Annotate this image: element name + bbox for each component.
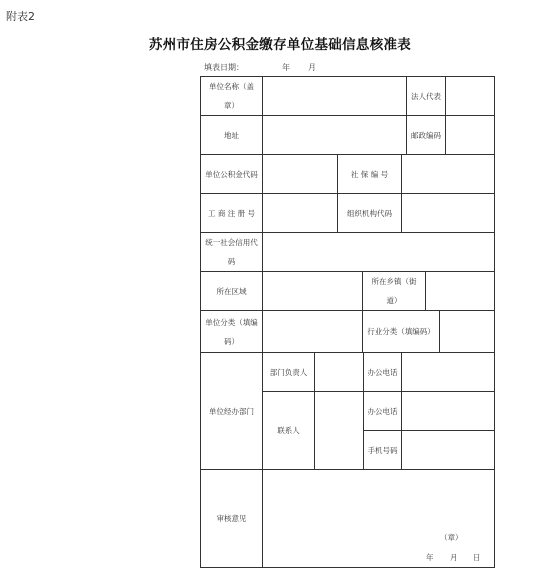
fill-date-label: 填表日期： xyxy=(204,63,244,72)
contact-label: 联系人 xyxy=(277,426,300,435)
town-field[interactable] xyxy=(425,271,495,311)
legal-rep-field[interactable] xyxy=(445,76,495,116)
fill-date xyxy=(204,62,316,73)
mobile-label: 手机号码 xyxy=(367,445,398,455)
business-reg-label: 工 商 注 册 号 xyxy=(207,208,256,218)
business-reg-field[interactable] xyxy=(262,193,338,233)
address-label: 地址 xyxy=(224,130,239,140)
dept-head-field[interactable] xyxy=(314,352,364,392)
org-code-field[interactable] xyxy=(401,193,495,233)
postal-code-label: 邮政编码 xyxy=(411,130,441,140)
credit-code-field[interactable] xyxy=(262,232,495,272)
fund-code-label: 单位公积金代码 xyxy=(205,169,258,179)
seal-label: （章） xyxy=(440,533,463,542)
page-title: 苏州市住房公积金缴存单位基础信息核准表 xyxy=(148,37,412,53)
review-date-year: 年 xyxy=(426,553,434,562)
office-phone-label: 办公电话 xyxy=(367,367,398,377)
town-label: 所在乡镇（街道） xyxy=(371,277,417,305)
unit-category-label: 单位分类（填编码） xyxy=(205,317,258,346)
unit-name-label: 单位名称（盖章） xyxy=(209,82,254,110)
fill-date-year: 年 xyxy=(282,63,290,72)
info-form-table xyxy=(200,76,495,568)
org-code-label: 组织机构代码 xyxy=(347,208,392,218)
mobile-field[interactable] xyxy=(401,430,495,470)
office-phone-field[interactable] xyxy=(401,352,495,392)
handling-dept-label: 单位经办部门 xyxy=(209,406,254,416)
fund-code-field[interactable] xyxy=(262,154,338,194)
dept-head-label: 部门负责人 xyxy=(269,367,308,377)
credit-code-label: 统一社会信用代码 xyxy=(205,238,258,266)
appendix-label: 附表2 xyxy=(6,10,35,23)
review-date-month: 月 xyxy=(450,553,458,562)
legal-rep-label: 法人代表 xyxy=(411,91,441,101)
review-field[interactable] xyxy=(262,469,495,568)
industry-category-field[interactable] xyxy=(439,310,495,353)
contact-field[interactable] xyxy=(314,391,364,470)
fill-date-month: 月 xyxy=(308,63,316,72)
social-security-label: 社 保 编 号 xyxy=(350,169,389,179)
unit-name-field[interactable] xyxy=(262,76,407,116)
office-phone-2-label: 办公电话 xyxy=(367,406,398,416)
review-label: 审核意见 xyxy=(216,514,247,523)
postal-code-field[interactable] xyxy=(445,115,495,155)
region-label: 所在区域 xyxy=(216,286,247,296)
office-phone-2-field[interactable] xyxy=(401,391,495,431)
unit-category-field[interactable] xyxy=(262,310,363,353)
region-field[interactable] xyxy=(262,271,363,311)
industry-category-label: 行业分类（填编码） xyxy=(367,327,435,336)
social-security-field[interactable] xyxy=(401,154,495,194)
review-date-day: 日 xyxy=(473,553,481,562)
address-field[interactable] xyxy=(262,115,407,155)
